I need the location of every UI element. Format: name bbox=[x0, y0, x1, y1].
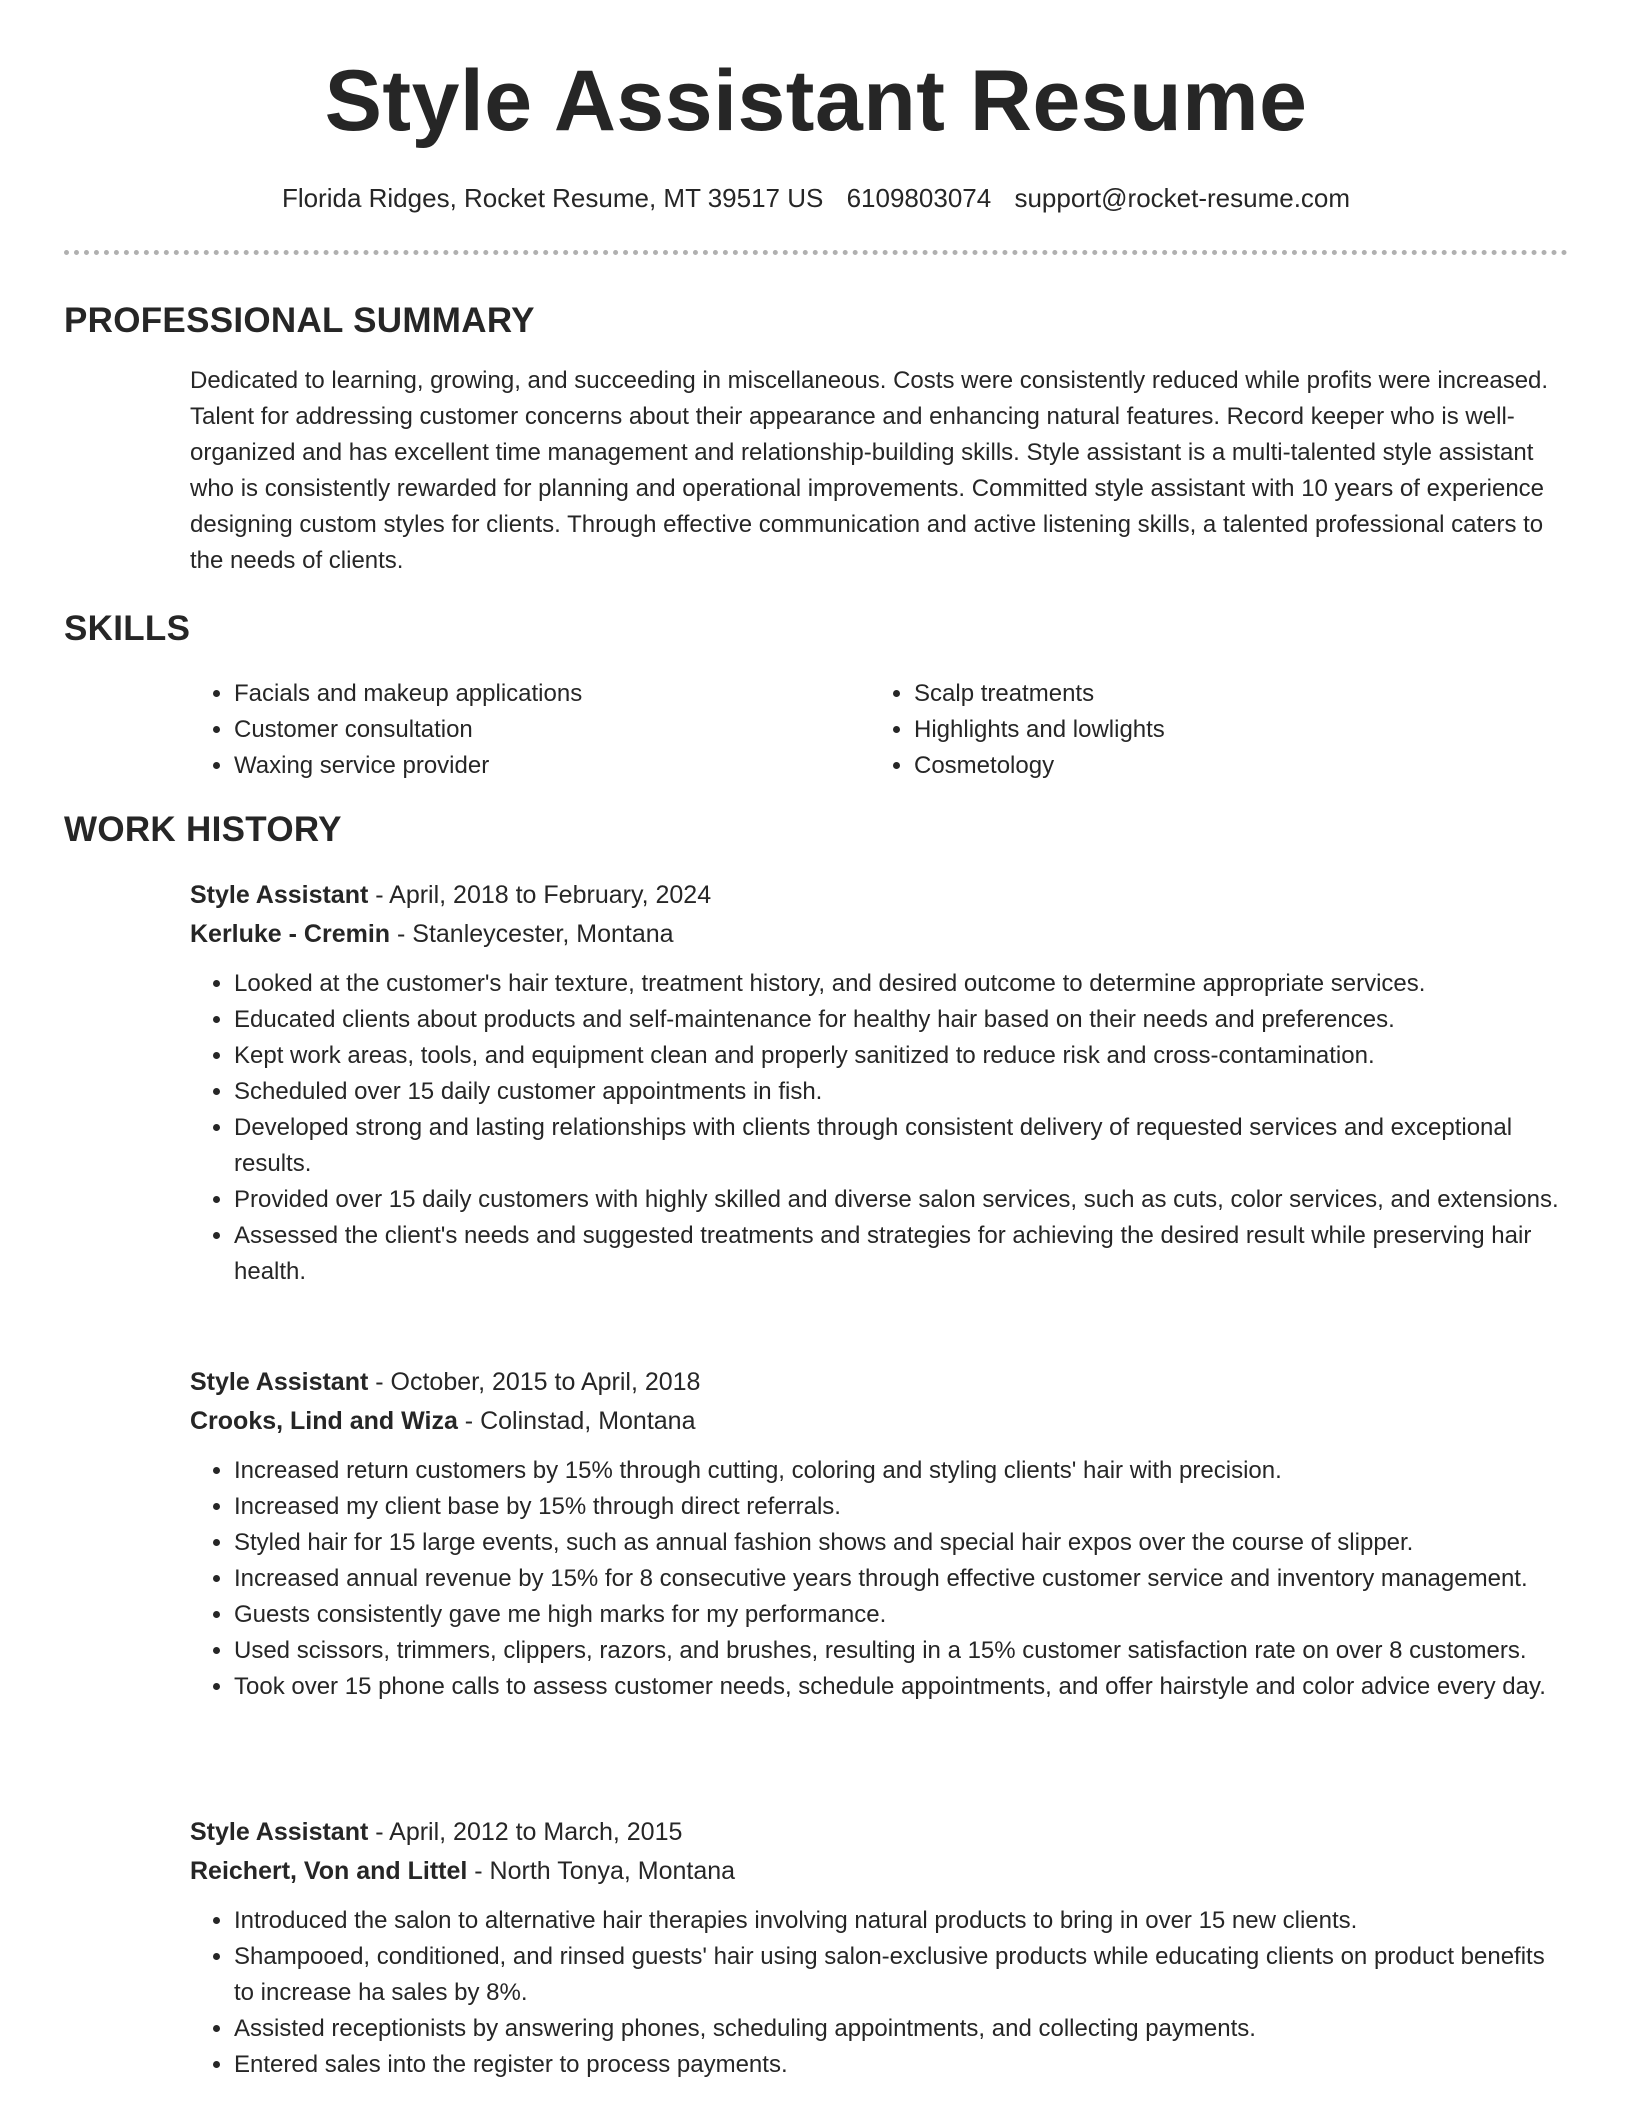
job-bullet: • Increased annual revenue by 15% for 8 consecutive years through effective customer service and inventory management. bbox=[234, 1561, 1570, 1597]
job-entry-1 bbox=[190, 876, 1570, 1290]
job-location: - Colinstad, Montana bbox=[457, 1407, 696, 1435]
contact-phone: 6109803074 bbox=[846, 183, 992, 213]
job-bullet: • Took over 15 phone calls to assess customer needs, schedule appointments, and offer hairstyle and color advice every day. bbox=[234, 1669, 1570, 1705]
job-company: Kerluke - Cremin bbox=[190, 920, 391, 948]
job-company: Crooks, Lind and Wiza bbox=[190, 1407, 458, 1435]
job-bullet: • Scheduled over 15 daily customer appointments in fish. bbox=[234, 1074, 1570, 1110]
contact-email: support@rocket-resume.com bbox=[1014, 183, 1351, 213]
job-title: Style Assistant bbox=[190, 1818, 369, 1846]
job-bullet: • Increased my client base by 15% through direct referrals. bbox=[234, 1489, 1570, 1525]
skills-list bbox=[190, 676, 1570, 786]
job-bullet: • Educated clients about products and self-maintenance for healthy hair based on their needs and preferences. bbox=[234, 1002, 1570, 1038]
skill-item: • Highlights and lowlights bbox=[914, 712, 1165, 748]
job-entry-2 bbox=[190, 1363, 1570, 1705]
job-location: - Stanleycester, Montana bbox=[390, 920, 674, 948]
contact-address: Florida Ridges, Rocket Resume, MT 39517 US bbox=[281, 183, 824, 213]
job-bullet: • Assisted receptionists by answering phones, scheduling appointments, and collecting payments. bbox=[234, 2011, 1570, 2047]
job-bullet: • Developed strong and lasting relationships with clients through consistent delivery of requested services and exceptional results. bbox=[234, 1110, 1570, 1182]
job-company-line bbox=[190, 1852, 1570, 1891]
job-location: - North Tonya, Montana bbox=[467, 1857, 736, 1885]
resume-title: Style Assistant Resume bbox=[324, 53, 1308, 149]
job-bullet: • Used scissors, trimmers, clippers, razors, and brushes, resulting in a 15% customer satisfaction rate on over 8 customers. bbox=[234, 1633, 1570, 1669]
summary-heading: PROFESSIONAL SUMMARY bbox=[64, 301, 535, 340]
contact-line bbox=[0, 183, 1632, 214]
skill-item: • Waxing service provider bbox=[234, 748, 582, 784]
job-title-line bbox=[190, 1813, 1570, 1852]
job-bullet: • Styled hair for 15 large events, such as annual fashion shows and special hair expos over the course of slipper. bbox=[234, 1525, 1570, 1561]
header-divider bbox=[64, 250, 1568, 255]
job-title: Style Assistant bbox=[190, 1368, 369, 1396]
skills-column-right bbox=[870, 676, 1165, 784]
job-company: Reichert, Von and Littel bbox=[190, 1857, 468, 1885]
skill-item: • Cosmetology bbox=[914, 748, 1165, 784]
job-entry-3 bbox=[190, 1813, 1570, 2083]
skills-heading: SKILLS bbox=[64, 609, 191, 648]
job-bullet: • Looked at the customer's hair texture, treatment history, and desired outcome to determine appropriate services. bbox=[234, 966, 1570, 1002]
job-dates: - April, 2018 to February, 2024 bbox=[368, 881, 712, 909]
job-bullet: • Introduced the salon to alternative hair therapies involving natural products to bring in over 15 new clients. bbox=[234, 1903, 1570, 1939]
job-title: Style Assistant bbox=[190, 881, 369, 909]
job-bullet: • Guests consistently gave me high marks for my performance. bbox=[234, 1597, 1570, 1633]
job-bullets bbox=[190, 1903, 1570, 2083]
job-bullets bbox=[190, 1453, 1570, 1705]
skill-item: • Scalp treatments bbox=[914, 676, 1165, 712]
job-title-line bbox=[190, 876, 1570, 915]
job-company-line bbox=[190, 1402, 1570, 1441]
summary-text: Dedicated to learning, growing, and succeeding in miscellaneous. Costs were consistently reduced while profits were increased. Talent for addressing customer concerns about their appearance and enhancing natural features. Record keeper who is well-organized and has excellent time management and relationship-building skills. Style assistant is a multi-talented style assistant who is consistently rewarded for planning and operational improvements. Committed style assistant with 10 years of experience designing custom styles for clients. Through effective communication and active listening skills, a talented professional caters to the needs of clients. bbox=[190, 367, 1549, 574]
job-bullet: • Shampooed, conditioned, and rinsed guests' hair using salon-exclusive products while educating clients on product benefits to increase ha sales by 8%. bbox=[234, 1939, 1570, 2011]
work-history-heading: WORK HISTORY bbox=[64, 810, 342, 849]
job-bullet: • Kept work areas, tools, and equipment clean and properly sanitized to reduce risk and cross-contamination. bbox=[234, 1038, 1570, 1074]
skills-column-left bbox=[190, 676, 582, 784]
job-bullet: • Assessed the client's needs and suggested treatments and strategies for achieving the desired result while preserving hair health. bbox=[234, 1218, 1570, 1290]
job-dates: - April, 2012 to March, 2015 bbox=[368, 1818, 683, 1846]
job-bullet: • Entered sales into the register to process payments. bbox=[234, 2047, 1570, 2083]
job-bullet: • Provided over 15 daily customers with highly skilled and diverse salon services, such as cuts, color services, and extensions. bbox=[234, 1182, 1570, 1218]
job-company-line bbox=[190, 915, 1570, 954]
skill-item: • Customer consultation bbox=[234, 712, 582, 748]
job-dates: - October, 2015 to April, 2018 bbox=[368, 1368, 701, 1396]
job-title-line bbox=[190, 1363, 1570, 1402]
job-bullets bbox=[190, 966, 1570, 1290]
job-bullet: • Increased return customers by 15% through cutting, coloring and styling clients' hair with precision. bbox=[234, 1453, 1570, 1489]
skill-item: • Facials and makeup applications bbox=[234, 676, 582, 712]
